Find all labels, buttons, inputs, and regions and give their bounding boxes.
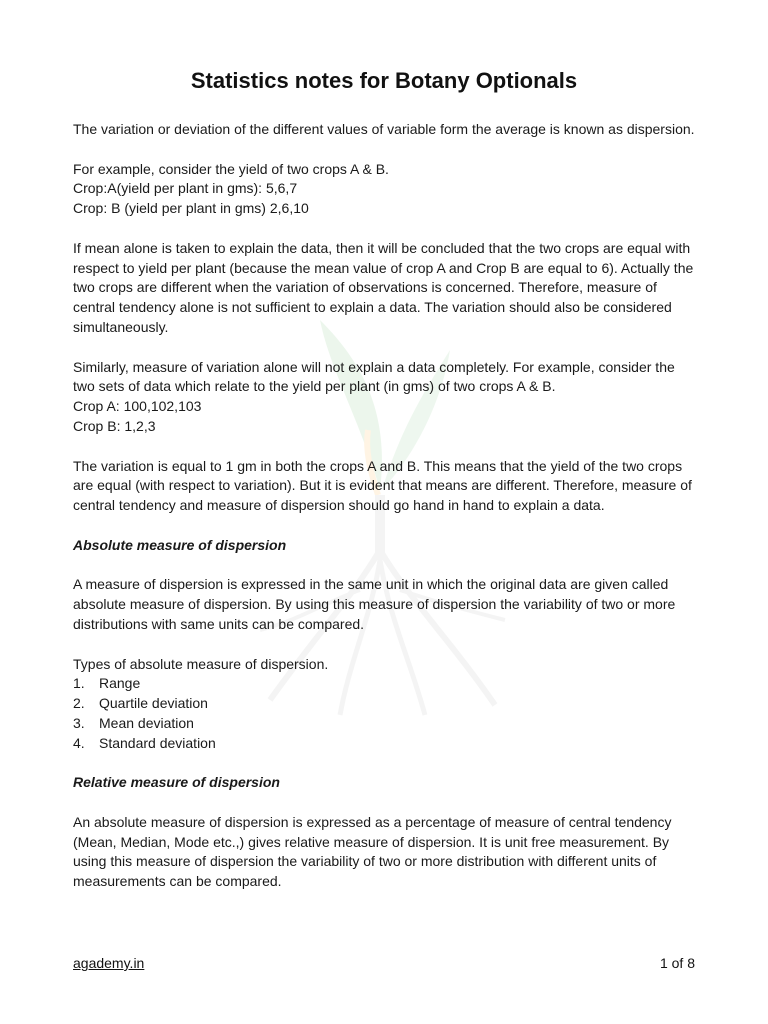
intro-paragraph: The variation or deviation of the different values of variable form the average is known as dispersion. — [73, 121, 695, 137]
page-number: 1 of 8 — [659, 955, 695, 971]
variation-equal-paragraph: The variation is equal to 1 gm in both the crops A and B. This means that the yield of the two crops are equal (with respect to variation). But it is evident that means are different. Therefore, measure of central tendency and measure of dispersion should go hand in hand to explain a data. — [73, 457, 692, 514]
list-item-label: Standard deviation — [99, 734, 216, 751]
types-intro: Types of absolute measure of dispersion. — [73, 655, 329, 672]
page-title: Statistics notes for Botany Optionals — [190, 68, 578, 93]
mean-alone-paragraph: If mean alone is taken to explain the data, then it will be concluded that the two crops are equal with respect to yield per plant (because the mean value of crop A and Crop B are equal to 6). Actually the two crops are different when the variation of observations is concerned. Therefore, measure of central tendency alone is not sufficient to explain a data. The variation should also be considered simultaneously. — [73, 239, 694, 335]
list-item — [73, 674, 698, 694]
list-item — [73, 714, 698, 734]
document-body — [73, 120, 698, 912]
list-item-number: 3. — [73, 714, 85, 731]
footer-site-link[interactable]: agademy.in — [73, 955, 145, 971]
crop-a-set: Crop A: 100,102,103 — [73, 398, 202, 415]
absolute-measure-heading: Absolute measure of dispersion — [73, 536, 287, 553]
crop-a-yield: Crop:A(yield per plant in gms): 5,6,7 — [73, 180, 298, 197]
example-intro: For example, consider the yield of two crops A & B. — [73, 160, 389, 177]
list-item-label: Quartile deviation — [99, 695, 208, 712]
list-item-number: 1. — [73, 675, 85, 692]
crop-b-set: Crop B: 1,2,3 — [73, 417, 156, 434]
crop-b-yield: Crop: B (yield per plant in gms) 2,6,10 — [73, 200, 309, 217]
list-item-label: Mean deviation — [99, 714, 194, 731]
dispersion-types-list — [73, 674, 698, 753]
relative-measure-heading: Relative measure of dispersion — [73, 774, 280, 791]
list-item-number: 4. — [73, 734, 85, 751]
list-item-label: Range — [99, 675, 141, 692]
variation-alone-paragraph: Similarly, measure of variation alone will not explain a data completely. For example, consider the two sets of data which relate to the yield per plant (in gms) of two crops A & B. — [73, 358, 675, 395]
list-item — [73, 734, 698, 754]
absolute-measure-paragraph: A measure of dispersion is expressed in the same unit in which the original data are given called absolute measure of dispersion. By using this measure of dispersion the variability of two or more distributions with same units can be compared. — [73, 576, 676, 632]
list-item-number: 2. — [73, 695, 85, 712]
relative-measure-paragraph: An absolute measure of dispersion is expressed as a percentage of measure of central tendency (Mean, Median, Mode etc.,) gives relative measure of dispersion. It is unit free measurement. By using this measure of dispersion the variability of two or more distribution with different units of measurements can be compared. — [73, 813, 672, 890]
list-item — [73, 694, 698, 714]
